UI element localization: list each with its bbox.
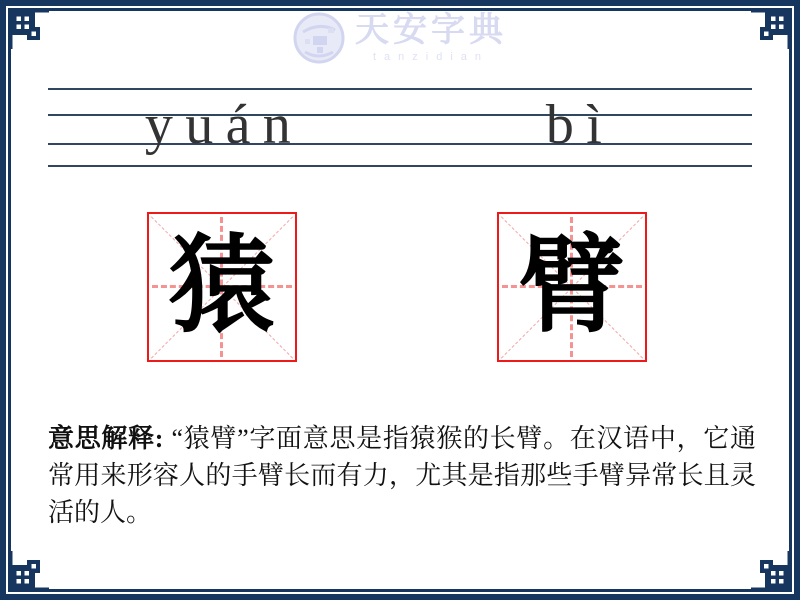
seal-globe-icon [293, 12, 345, 64]
hanzi-character-1: 猿 [169, 222, 275, 347]
staff-line [48, 165, 752, 167]
pinyin-word-1: yuán [144, 94, 304, 156]
pinyin-word-2: bì [545, 94, 615, 156]
fret-corner-icon [6, 6, 52, 52]
fret-corner-icon [748, 6, 794, 52]
explanation-text: “猿臂”字面意思是指猿猴的长臂。在汉语中，它通常用来形容人的手臂长而有力，尤其是指那些手臂异常长且灵活的人。 [48, 424, 756, 527]
fret-corner-icon [6, 548, 52, 594]
logo-title: 天安字典 [355, 12, 507, 50]
fret-corner-icon [748, 548, 794, 594]
character-box-1 [147, 212, 297, 362]
explanation-label: 意思解释: [48, 424, 164, 453]
site-logo [0, 12, 800, 64]
hanzi-character-2: 臂 [519, 222, 625, 347]
logo-subtitle: tanzidian [372, 50, 490, 63]
meaning-explanation [48, 420, 756, 531]
staff-line [48, 88, 752, 90]
character-box-2 [497, 212, 647, 362]
